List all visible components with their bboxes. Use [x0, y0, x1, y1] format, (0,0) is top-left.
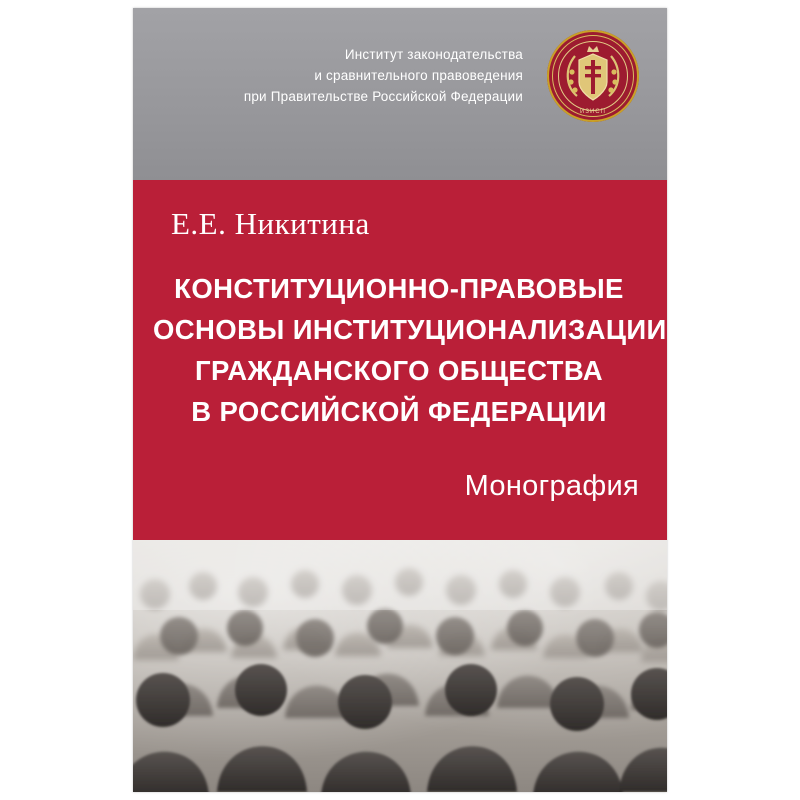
author-name: Е.Е. Никитина	[171, 206, 370, 241]
title-line-2: ОСНОВЫ ИНСТИТУЦИОНАЛИЗАЦИИ	[153, 314, 667, 345]
cover-title-band	[133, 180, 667, 540]
title-line-3: ГРАЖДАНСКОГО ОБЩЕСТВА	[194, 355, 604, 386]
publisher-block	[193, 44, 523, 107]
publisher-line-1: Институт законодательства	[344, 47, 523, 62]
book-title	[153, 268, 667, 432]
cover-header-band	[133, 8, 667, 180]
title-line-4: В РОССИЙСКОЙ ФЕДЕРАЦИИ	[191, 396, 607, 427]
emblem-caption: ИЗИСП	[580, 109, 606, 115]
cover-photo-band	[133, 540, 667, 792]
title-line-1: КОНСТИТУЦИОННО-ПРАВОВЫЕ	[174, 273, 624, 304]
publisher-line-2: и сравнительного правоведения	[314, 68, 523, 83]
publisher-line-3: при Правительстве Российской Федерации	[243, 89, 523, 104]
book-subtitle: Монография	[464, 470, 639, 502]
institute-emblem-icon	[547, 30, 639, 122]
crowd-silhouettes-icon	[133, 540, 667, 792]
book-cover	[133, 8, 667, 792]
